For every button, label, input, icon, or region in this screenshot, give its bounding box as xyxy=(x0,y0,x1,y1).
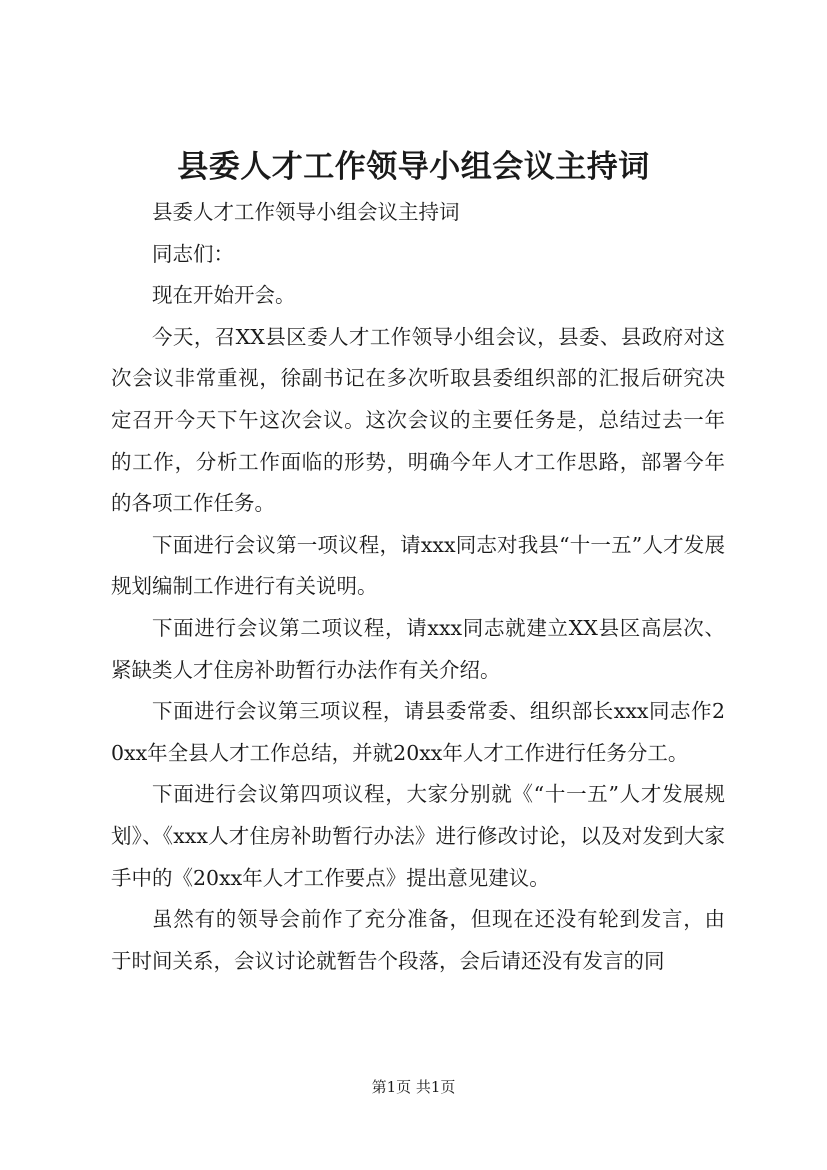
paragraph-agenda-2: 下面进行会议第二项议程，请xxx同志就建立XX县区高层次、紧缺类人才住房补助暂行办法作有关介绍。 xyxy=(111,615,725,682)
paragraph-agenda-1: 下面进行会议第一项议程，请xxx同志对我县“十一五”人才发展规划编制工作进行有关说明。 xyxy=(111,532,725,599)
paragraph-opening: 现在开始开会。 xyxy=(152,283,296,308)
paragraph-introduction: 今天，召XX县区委人才工作领导小组会议，县委、县政府对这次会议非常重视，徐副书记在多次听取县委组织部的汇报后研究决定召开今天下午这次会议。这次会议的主要任务是，总结过去一年的工作，分析工作面临的形势，明确今年人才工作思路，部署今年的各项工作任务。 xyxy=(111,324,725,516)
paragraph-agenda-4: 下面进行会议第四项议程，大家分别就《“十一五”人才发展规划》、《xxx人才住房补助暂行办法》进行修改讨论，以及对发到大家手中的《20xx年人才工作要点》提出意见建议。 xyxy=(111,782,725,890)
paragraph-subtitle: 县委人才工作领导小组会议主持词 xyxy=(152,200,460,224)
document-title: 县委人才工作领导小组会议主持词 xyxy=(177,149,650,185)
paragraph-agenda-3: 下面进行会议第三项议程，请县委常委、组织部长xxx同志作20xx年全县人才工作总结，并就20xx年人才工作进行任务分工。 xyxy=(111,699,725,765)
page-footer: 第1页 共1页 xyxy=(371,1078,456,1096)
paragraph-closing: 虽然有的领导会前作了充分准备，但现在还没有轮到发言，由于时间关系，会议讨论就暂告个段落，会后请还没有发言的同 xyxy=(111,907,725,973)
document-body xyxy=(111,192,725,982)
paragraph-salutation: 同志们： xyxy=(152,241,234,266)
